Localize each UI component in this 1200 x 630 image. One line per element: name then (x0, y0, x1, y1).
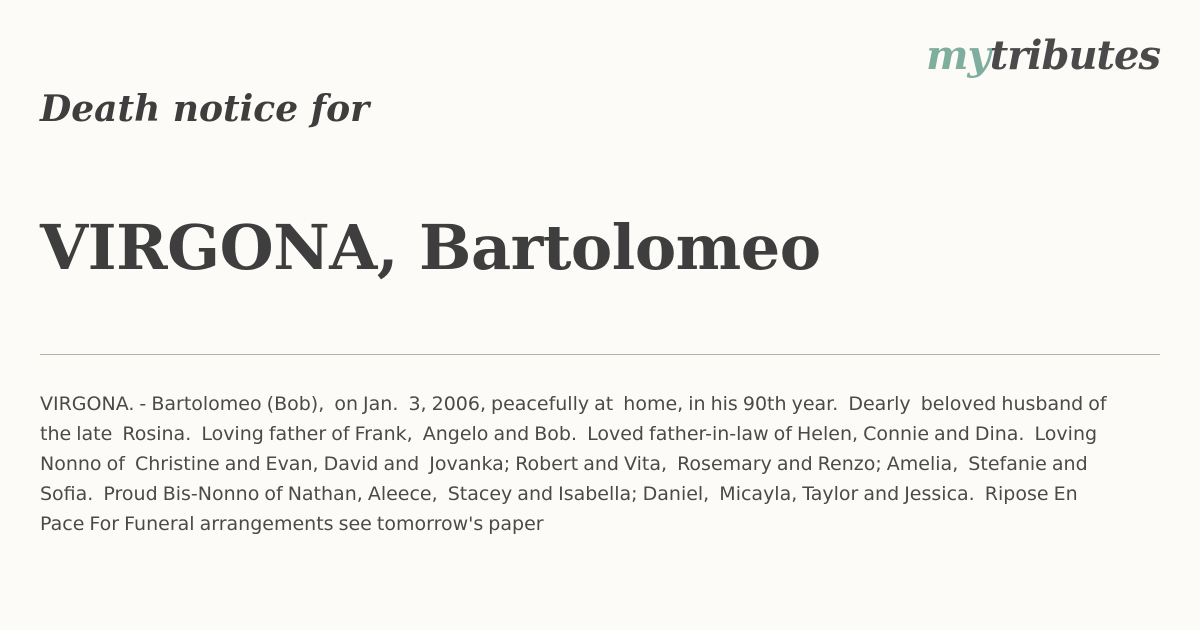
deceased-name: VIRGONA, Bartolomeo (40, 211, 821, 284)
divider (40, 354, 1160, 355)
logo-tributes-text: tributes (989, 32, 1160, 79)
mytributes-logo[interactable] (926, 32, 1160, 79)
logo-my-text: my (926, 32, 990, 79)
death-notice-heading: Death notice for (40, 88, 370, 130)
notice-body-text: VIRGONA. - Bartolomeo (Bob), on Jan. 3, 2006, peacefully at home, in his 90th year. Dearly beloved husband of the late Rosina. Loving father of Frank, Angelo and Bob. Loved father-in-law of Helen, Connie and Dina. Loving Nonno of Christine and Evan, David and Jovanka; Robert and Vita, Rosemary and Renzo; Amelia, Stefanie and Sofia. Proud Bis-Nonno of Nathan, Aleece, Stacey and Isabella; Daniel, Micayla, Taylor and Jessica. Ripose En Pace For Funeral arrangements see tomorrow's paper (40, 393, 1112, 535)
